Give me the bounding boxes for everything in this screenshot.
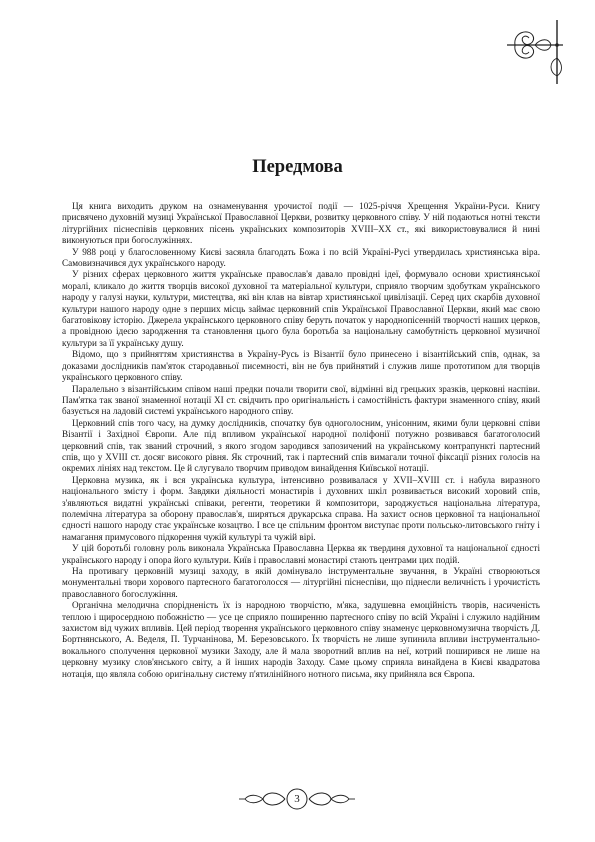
paragraph: Церковний спів того часу, на думку дослідників, спочатку був одноголосним, унісонним, якими були церковні співи Візантії і Західної Європи. Але під впливом української народної поліфонії потужно розвивався багатоголосий церковний спів, так званий строчний, з якого згодом зародився запозичений на українському контрапункті партесний спів, що у XVIII ст. досяг високого рівня. Як строчний, так і партесний спів вимагали точної фіксації різних голосів на окремих лініях над текстом. Це й слугувало творчим приводом винайдення Київської нотації. bbox=[62, 417, 540, 474]
paragraph: Органічна мелодична спорідненість їх із народною творчістю, м'яка, задушевна емоційність творів, насиченість теплою і щиросердною побожністю — усе це сприяло поширенню партесного співу по всій Україні і служило надійним захистом від чужих впливів. Цей період творення українського церковного співу знаменує церковномузична творчість Д. Бортнянського, А. Веделя, П. Турчанінова, М. Березовського. Їх творчість не лише зупинила впливи інструментально-вокального сполучення церковної музики Заходу, але й мала зворотний вплив на неї, котрий поширився не лише на церковну музику слов'янського світу, а й інших народів Заходу. Саме цьому сприяла винайдена в Києві квадратова нотація, що являла собою оригінальну систему п'ятилінійного нотного письма, яку прийняла вся Європа. bbox=[62, 600, 540, 679]
paragraph: У цій боротьбі головну роль виконала Українська Православна Церква як твердиня духовної та національної єдності українського народу і опора його культури. Київ і православні монастирі стають центрами цих подій. bbox=[62, 543, 540, 565]
paragraph: На противагу церковній музиці заходу, в якій домінувало інструментальне звучання, в Україні створюються монументальні твори хорового партесного багатоголосся — літургійні піснеспіви, що піднесли величність і урочистість православного богослужіння. bbox=[62, 566, 540, 599]
body-text bbox=[62, 201, 540, 680]
paragraph: У різних сферах церковного життя українське православ'я давало провідні ідеї, формувало основи християнської моралі, кликало до життя творців високої духовної та матеріальної культури, сприяло творчим здобуткам українського народу у галузі науки, культури, мистецтва, які він клав на вівтар християнської цивілізації. Серед цих скарбів духовної культури нашого народу одне з перших місць займає церковний спів Української Православної Церкви, який має свою багатовікову історію. Джерела українського церковного співу беруть початок у народнопісенній творчості наших церков, а провідною ідеєю зародження та становлення цього була боротьба за національну самобутність церковної музичної культури за її українську душу. bbox=[62, 269, 540, 348]
paragraph: Відомо, що з прийняттям християнства в Україну-Русь із Візантії було принесено і візантійський спів, однак, за доказами дослідників пам'яток стародавньої писемності, він не був прийнятий і служив лише прототипом для творців українського церковного співу. bbox=[62, 349, 540, 383]
page-title: Передмова bbox=[252, 157, 343, 177]
paragraph: Ця книга виходить друком на ознаменування урочистої події — 1025-річчя Хрещення України-Руси. Книгу присвячено духовній музиці Української Православної Церкви, розвитку церковного співу. У ній подаються нотні тексти літургійних піснеспівів церковних пісень українських композиторів XVIII–XX ст., які використовувалися й нині виконуються при богослужіннях. bbox=[62, 201, 540, 246]
page-number: 3 bbox=[294, 793, 300, 805]
corner-flourish-icon bbox=[505, 18, 565, 88]
paragraph: Церковна музика, як і вся українська культура, інтенсивно розвивалася у XVII–XVIII ст. і набула виразного національного змісту і форм. Завдяки діяльності монастирів і духовних шкіл розвивається високий хоровий спів, з'являються видатні українські співаки, регенти, теоретики й композитори, зароджується національна література, полемічна література за оборону православ'я, ширяться друкарська справа. На захист основ церковної та національної єдності нашого народу стає українське козацтво. І все це спільним фронтом виступає проти польсько-литовського гніту і намагання примусового підкорення чужій культурі та чужій вірі. bbox=[62, 474, 540, 542]
paragraph: У 988 році у благословенному Києві засяяла благодать Божа і по всій Україні-Русі утвердилась християнська віра. Самовизначився дух українського народу. bbox=[62, 246, 540, 269]
paragraph: Паралельно з візантійським співом наші предки почали творити свої, відмінні від грецьких зразків, церковні наспіви. Пам'ятка так званої знаменної нотації XI ст. свідчить про оригінальність і самостійність фактури знаменного співу, який базується на ладовій системі українського народного співу. bbox=[62, 383, 540, 417]
